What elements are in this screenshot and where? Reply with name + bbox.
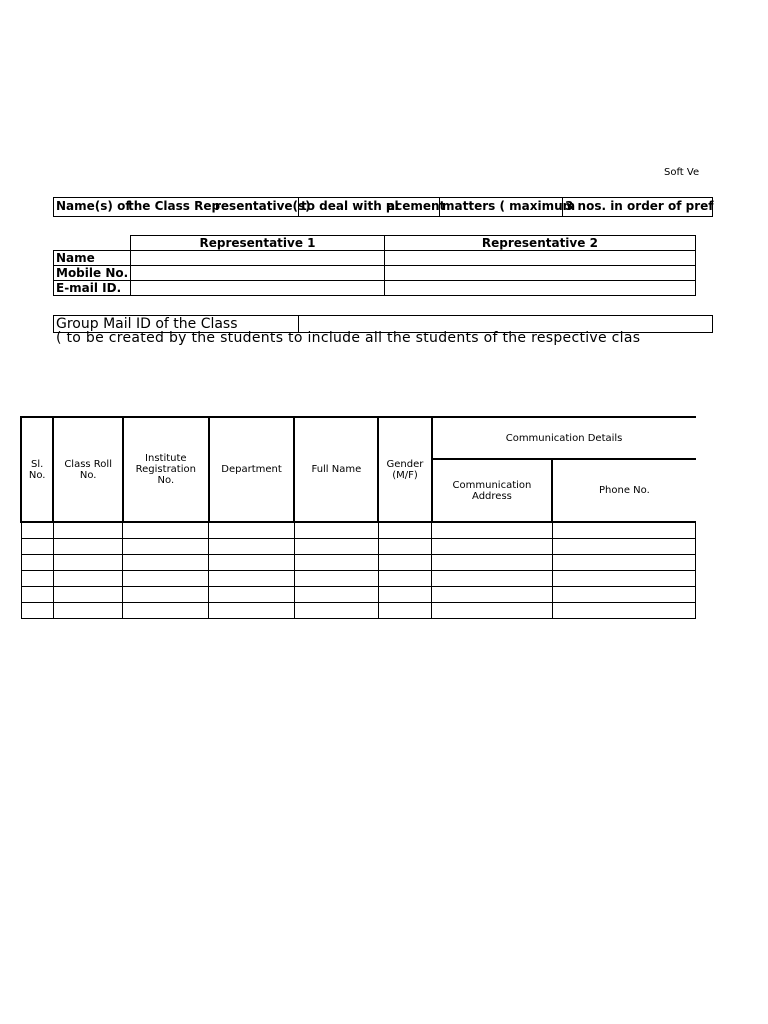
- student-cell[interactable]: [432, 554, 553, 570]
- student-cell[interactable]: [294, 538, 378, 554]
- student-cell[interactable]: [552, 586, 695, 602]
- student-cell[interactable]: [123, 602, 209, 618]
- student-cell[interactable]: [552, 570, 695, 586]
- student-cell[interactable]: [432, 602, 553, 618]
- student-cell[interactable]: [432, 538, 553, 554]
- placement-note-cell[interactable]: acement: [387, 199, 446, 213]
- student-cell[interactable]: [53, 538, 123, 554]
- student-cell[interactable]: [53, 554, 123, 570]
- header-sl-no[interactable]: Sl. No.: [21, 417, 53, 522]
- student-cell[interactable]: [123, 570, 209, 586]
- student-cell[interactable]: [21, 586, 53, 602]
- student-row: [21, 570, 696, 586]
- student-cell[interactable]: [294, 554, 378, 570]
- student-cell[interactable]: [209, 554, 295, 570]
- student-row: [21, 554, 696, 570]
- row-label-mobile: Mobile No.: [54, 266, 131, 281]
- placement-note-cell[interactable]: to deal with pl: [298, 198, 385, 216]
- row-label-email: E-mail ID.: [54, 281, 131, 296]
- student-cell[interactable]: [432, 570, 553, 586]
- header-department[interactable]: Department: [209, 417, 295, 522]
- header-phone-no[interactable]: Phone No.: [552, 459, 695, 522]
- student-cell[interactable]: [209, 570, 295, 586]
- student-cell[interactable]: [294, 522, 378, 538]
- rep1-email-cell[interactable]: [131, 281, 385, 296]
- student-row: [21, 522, 696, 538]
- student-cell[interactable]: [209, 602, 295, 618]
- placement-note-cell[interactable]: 3 nos. in order of pref: [562, 198, 722, 216]
- header-gender[interactable]: Gender (M/F): [378, 417, 431, 522]
- representatives-row: [54, 251, 696, 266]
- student-cell[interactable]: [21, 522, 53, 538]
- student-cell[interactable]: [53, 586, 123, 602]
- placement-note-cell[interactable]: resentative(s): [215, 199, 311, 213]
- student-cell[interactable]: [294, 586, 378, 602]
- student-cell[interactable]: [378, 522, 431, 538]
- student-cell[interactable]: [294, 602, 378, 618]
- group-mail-label: Group Mail ID of the Class: [56, 316, 238, 332]
- student-cell[interactable]: [378, 602, 431, 618]
- student-cell[interactable]: [552, 602, 695, 618]
- student-cell[interactable]: [552, 522, 695, 538]
- student-cell[interactable]: [209, 538, 295, 554]
- rep1-mobile-cell[interactable]: [131, 266, 385, 281]
- student-cell[interactable]: [378, 554, 431, 570]
- rep2-email-cell[interactable]: [384, 281, 695, 296]
- student-cell[interactable]: [432, 522, 553, 538]
- rep2-name-cell[interactable]: [384, 251, 695, 266]
- student-cell[interactable]: [53, 570, 123, 586]
- student-cell[interactable]: [209, 586, 295, 602]
- representatives-row: [54, 281, 696, 296]
- student-cell[interactable]: [53, 602, 123, 618]
- student-cell[interactable]: [123, 586, 209, 602]
- representatives-header-row: [54, 236, 696, 251]
- placement-note-cell[interactable]: matters ( maximum: [439, 198, 562, 216]
- rep1-name-cell[interactable]: [131, 251, 385, 266]
- header-class-roll[interactable]: Class Roll No.: [53, 417, 123, 522]
- placement-note-row: [53, 197, 713, 217]
- representative-2-header[interactable]: Representative 2: [384, 236, 695, 251]
- soft-version-label: Soft Ve: [664, 167, 700, 178]
- student-table-body: [21, 522, 696, 618]
- representative-1-header[interactable]: Representative 1: [131, 236, 385, 251]
- header-communication-address[interactable]: Communication Address: [432, 459, 553, 522]
- student-cell[interactable]: [552, 554, 695, 570]
- student-row: [21, 602, 696, 618]
- student-cell[interactable]: [123, 538, 209, 554]
- placement-note-cell[interactable]: Name(s) of: [56, 199, 131, 213]
- student-cell[interactable]: [123, 554, 209, 570]
- student-cell[interactable]: [209, 522, 295, 538]
- student-cell[interactable]: [378, 570, 431, 586]
- student-cell[interactable]: [21, 538, 53, 554]
- student-cell[interactable]: [432, 586, 553, 602]
- representatives-corner-cell: [54, 236, 131, 251]
- header-communication-details[interactable]: Communication Details: [432, 417, 696, 459]
- student-cell[interactable]: [294, 570, 378, 586]
- representatives-table: [53, 235, 696, 296]
- student-details-table: [20, 416, 696, 619]
- student-cell[interactable]: [378, 538, 431, 554]
- student-cell[interactable]: [21, 602, 53, 618]
- student-row: [21, 586, 696, 602]
- student-cell[interactable]: [378, 586, 431, 602]
- student-cell[interactable]: [21, 554, 53, 570]
- student-cell[interactable]: [21, 570, 53, 586]
- student-cell[interactable]: [552, 538, 695, 554]
- student-row: [21, 538, 696, 554]
- group-mail-note: ( to be created by the students to include all the students of the respective clas: [56, 330, 641, 346]
- placement-note-cell[interactable]: the Class Rep: [128, 199, 221, 213]
- header-full-name[interactable]: Full Name: [294, 417, 378, 522]
- student-cell[interactable]: [123, 522, 209, 538]
- rep2-mobile-cell[interactable]: [384, 266, 695, 281]
- student-header-row: [21, 417, 696, 459]
- header-institute-registration[interactable]: Institute Registration No.: [123, 417, 209, 522]
- representatives-row: [54, 266, 696, 281]
- student-cell[interactable]: [53, 522, 123, 538]
- row-label-name: Name: [54, 251, 131, 266]
